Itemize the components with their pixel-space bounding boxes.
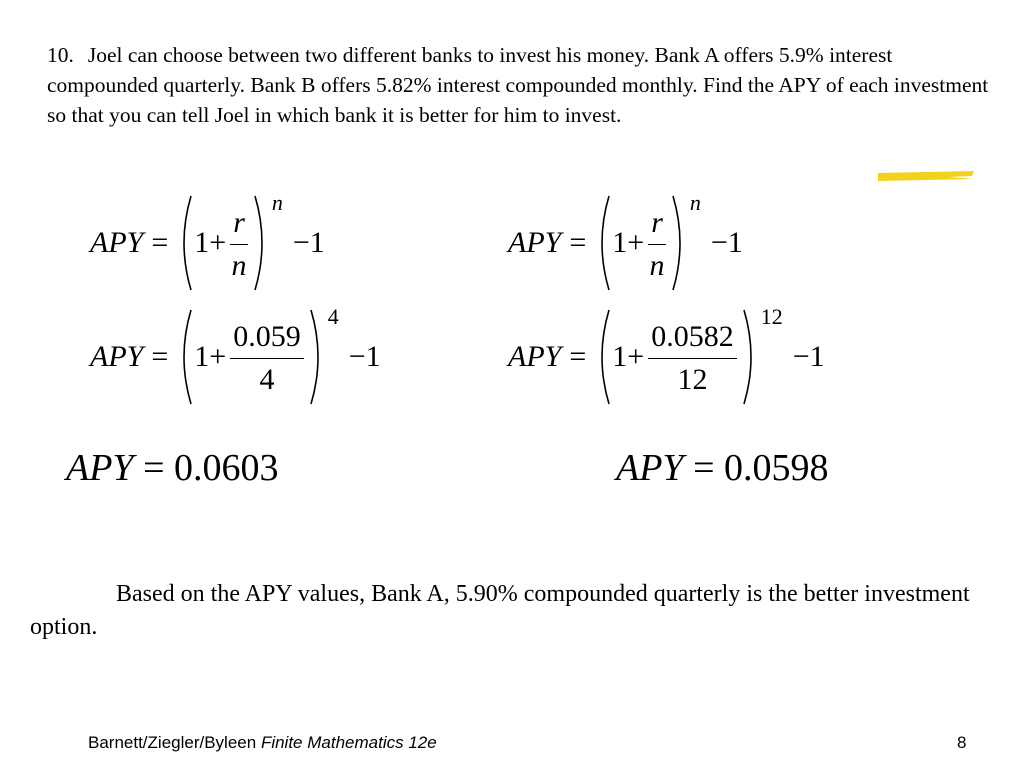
- minus-one: −1: [710, 226, 743, 259]
- right-paren: [670, 194, 688, 292]
- numerator: 0.0582: [648, 318, 737, 359]
- page-number: 8: [957, 733, 967, 752]
- numerator: r: [230, 204, 248, 245]
- fraction: [648, 204, 666, 283]
- formula-lhs: APY: [508, 340, 562, 373]
- exponent: n: [271, 190, 283, 215]
- highlighter-mark: [878, 171, 974, 181]
- result-bank-a: [66, 446, 279, 490]
- denominator: n: [231, 248, 247, 282]
- fraction: [648, 318, 737, 397]
- result-value: = 0.0598: [693, 447, 829, 489]
- result-bank-b: [616, 446, 829, 490]
- minus-one: −1: [348, 340, 381, 373]
- problem-number: 10.: [47, 43, 74, 67]
- numerator: r: [648, 204, 666, 245]
- problem-text: Joel can choose between two different banks to invest his money. Bank A offers 5.9% interest compounded quarterly. Bank B offers 5.82% interest compounded monthly. Find the APY of each investment so that you can tell Joel in which bank it is better for him to invest.: [47, 43, 989, 127]
- equals-sign: =: [569, 340, 587, 373]
- one-plus: 1+: [194, 226, 227, 259]
- exponent: n: [689, 190, 701, 215]
- problem-statement: [47, 40, 997, 130]
- exponent: 4: [327, 304, 339, 329]
- equals-sign: =: [151, 226, 169, 259]
- result-value: = 0.0603: [143, 447, 279, 489]
- fraction: [230, 318, 304, 397]
- formula-bank-b: [508, 304, 825, 406]
- left-paren: [176, 194, 194, 292]
- equals-sign: =: [569, 226, 587, 259]
- numerator: 0.059: [230, 318, 304, 359]
- right-paren: [308, 308, 326, 406]
- minus-one: −1: [292, 226, 325, 259]
- one-plus: 1+: [612, 340, 645, 373]
- formula-lhs: APY: [508, 226, 562, 259]
- left-paren: [594, 308, 612, 406]
- formula-left-general: [90, 190, 325, 292]
- footer-book-title: Finite Mathematics 12e: [260, 733, 437, 752]
- footer-citation: [88, 733, 437, 753]
- equals-sign: =: [151, 340, 169, 373]
- exponent: 12: [760, 304, 783, 329]
- conclusion-text: Based on the APY values, Bank A, 5.90% compounded quarterly is the better investment option.: [30, 581, 970, 640]
- right-paren: [741, 308, 759, 406]
- denominator: 4: [259, 362, 275, 396]
- one-plus: 1+: [612, 226, 645, 259]
- formula-right-general: [508, 190, 743, 292]
- minus-one: −1: [792, 340, 825, 373]
- right-paren: [252, 194, 270, 292]
- one-plus: 1+: [194, 340, 227, 373]
- footer-authors: Barnett/Ziegler/Byleen: [88, 733, 257, 752]
- denominator: n: [649, 248, 665, 282]
- formula-lhs: APY: [90, 226, 144, 259]
- result-lhs: APY: [616, 447, 684, 489]
- denominator: 12: [677, 362, 708, 396]
- fraction: [230, 204, 248, 283]
- formula-lhs: APY: [90, 340, 144, 373]
- result-lhs: APY: [66, 447, 134, 489]
- left-paren: [594, 194, 612, 292]
- formula-bank-a: [90, 304, 381, 406]
- left-paren: [176, 308, 194, 406]
